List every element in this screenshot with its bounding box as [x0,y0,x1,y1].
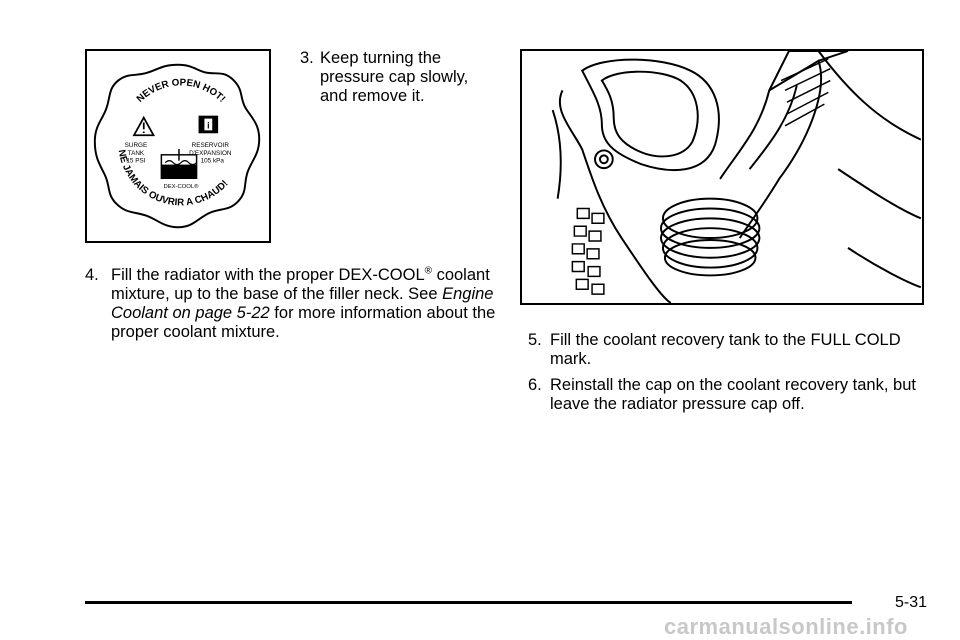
step-number: 6. [528,376,542,394]
registered-mark: ® [424,265,432,277]
step-text: Fill the radiator with the proper DEX-COOL® coolant mixture, up to the base of the filler neck. See Engine Coolant on page 5-22 for more information about the proper coolant mixture. [111,265,496,341]
step-number: 5. [528,331,542,349]
svg-text:i: i [207,120,210,131]
expansion-label: D'EXPANSION [189,149,232,157]
dex-cool-label: DEX-COOL® [163,184,199,191]
step-4 [85,266,505,342]
psi-label: 15 PSI [126,157,146,165]
cross-reference: Engine Coolant on page 5-22 [111,285,494,322]
step-text: Reinstall the cap on the coolant recovery tank, but leave the radiator pressure cap off. [550,376,916,413]
step-3 [300,49,490,106]
cap-bottom-arc-text: NE JAMAIS OUVRIR A CHAUD! [115,148,231,209]
step-text: Keep turning the pressure cap slowly, and remove it. [320,49,469,105]
step-number: 4. [85,266,99,284]
footer-rule [85,601,852,604]
surge-label: SURGE [124,141,148,149]
radiator-filler-illustration [522,51,922,303]
pressure-cap-illustration [87,51,269,241]
kpa-label: 105 kPa [200,157,224,165]
step-5 [528,331,928,369]
cap-top-arc-text: NEVER OPEN HOT! [134,77,228,105]
tank-label: TANK [127,149,145,157]
pressure-cap-figure [85,49,271,243]
step-6 [528,376,928,414]
radiator-filler-figure [520,49,924,305]
watermark: carmanualsonline.info [664,614,908,639]
step-text: Fill the coolant recovery tank to the FULL COLD mark. [550,331,901,368]
reservoir-label: RESERVOIR [191,141,229,149]
page-number: 5-31 [895,594,928,611]
step-number: 3. [300,49,314,67]
